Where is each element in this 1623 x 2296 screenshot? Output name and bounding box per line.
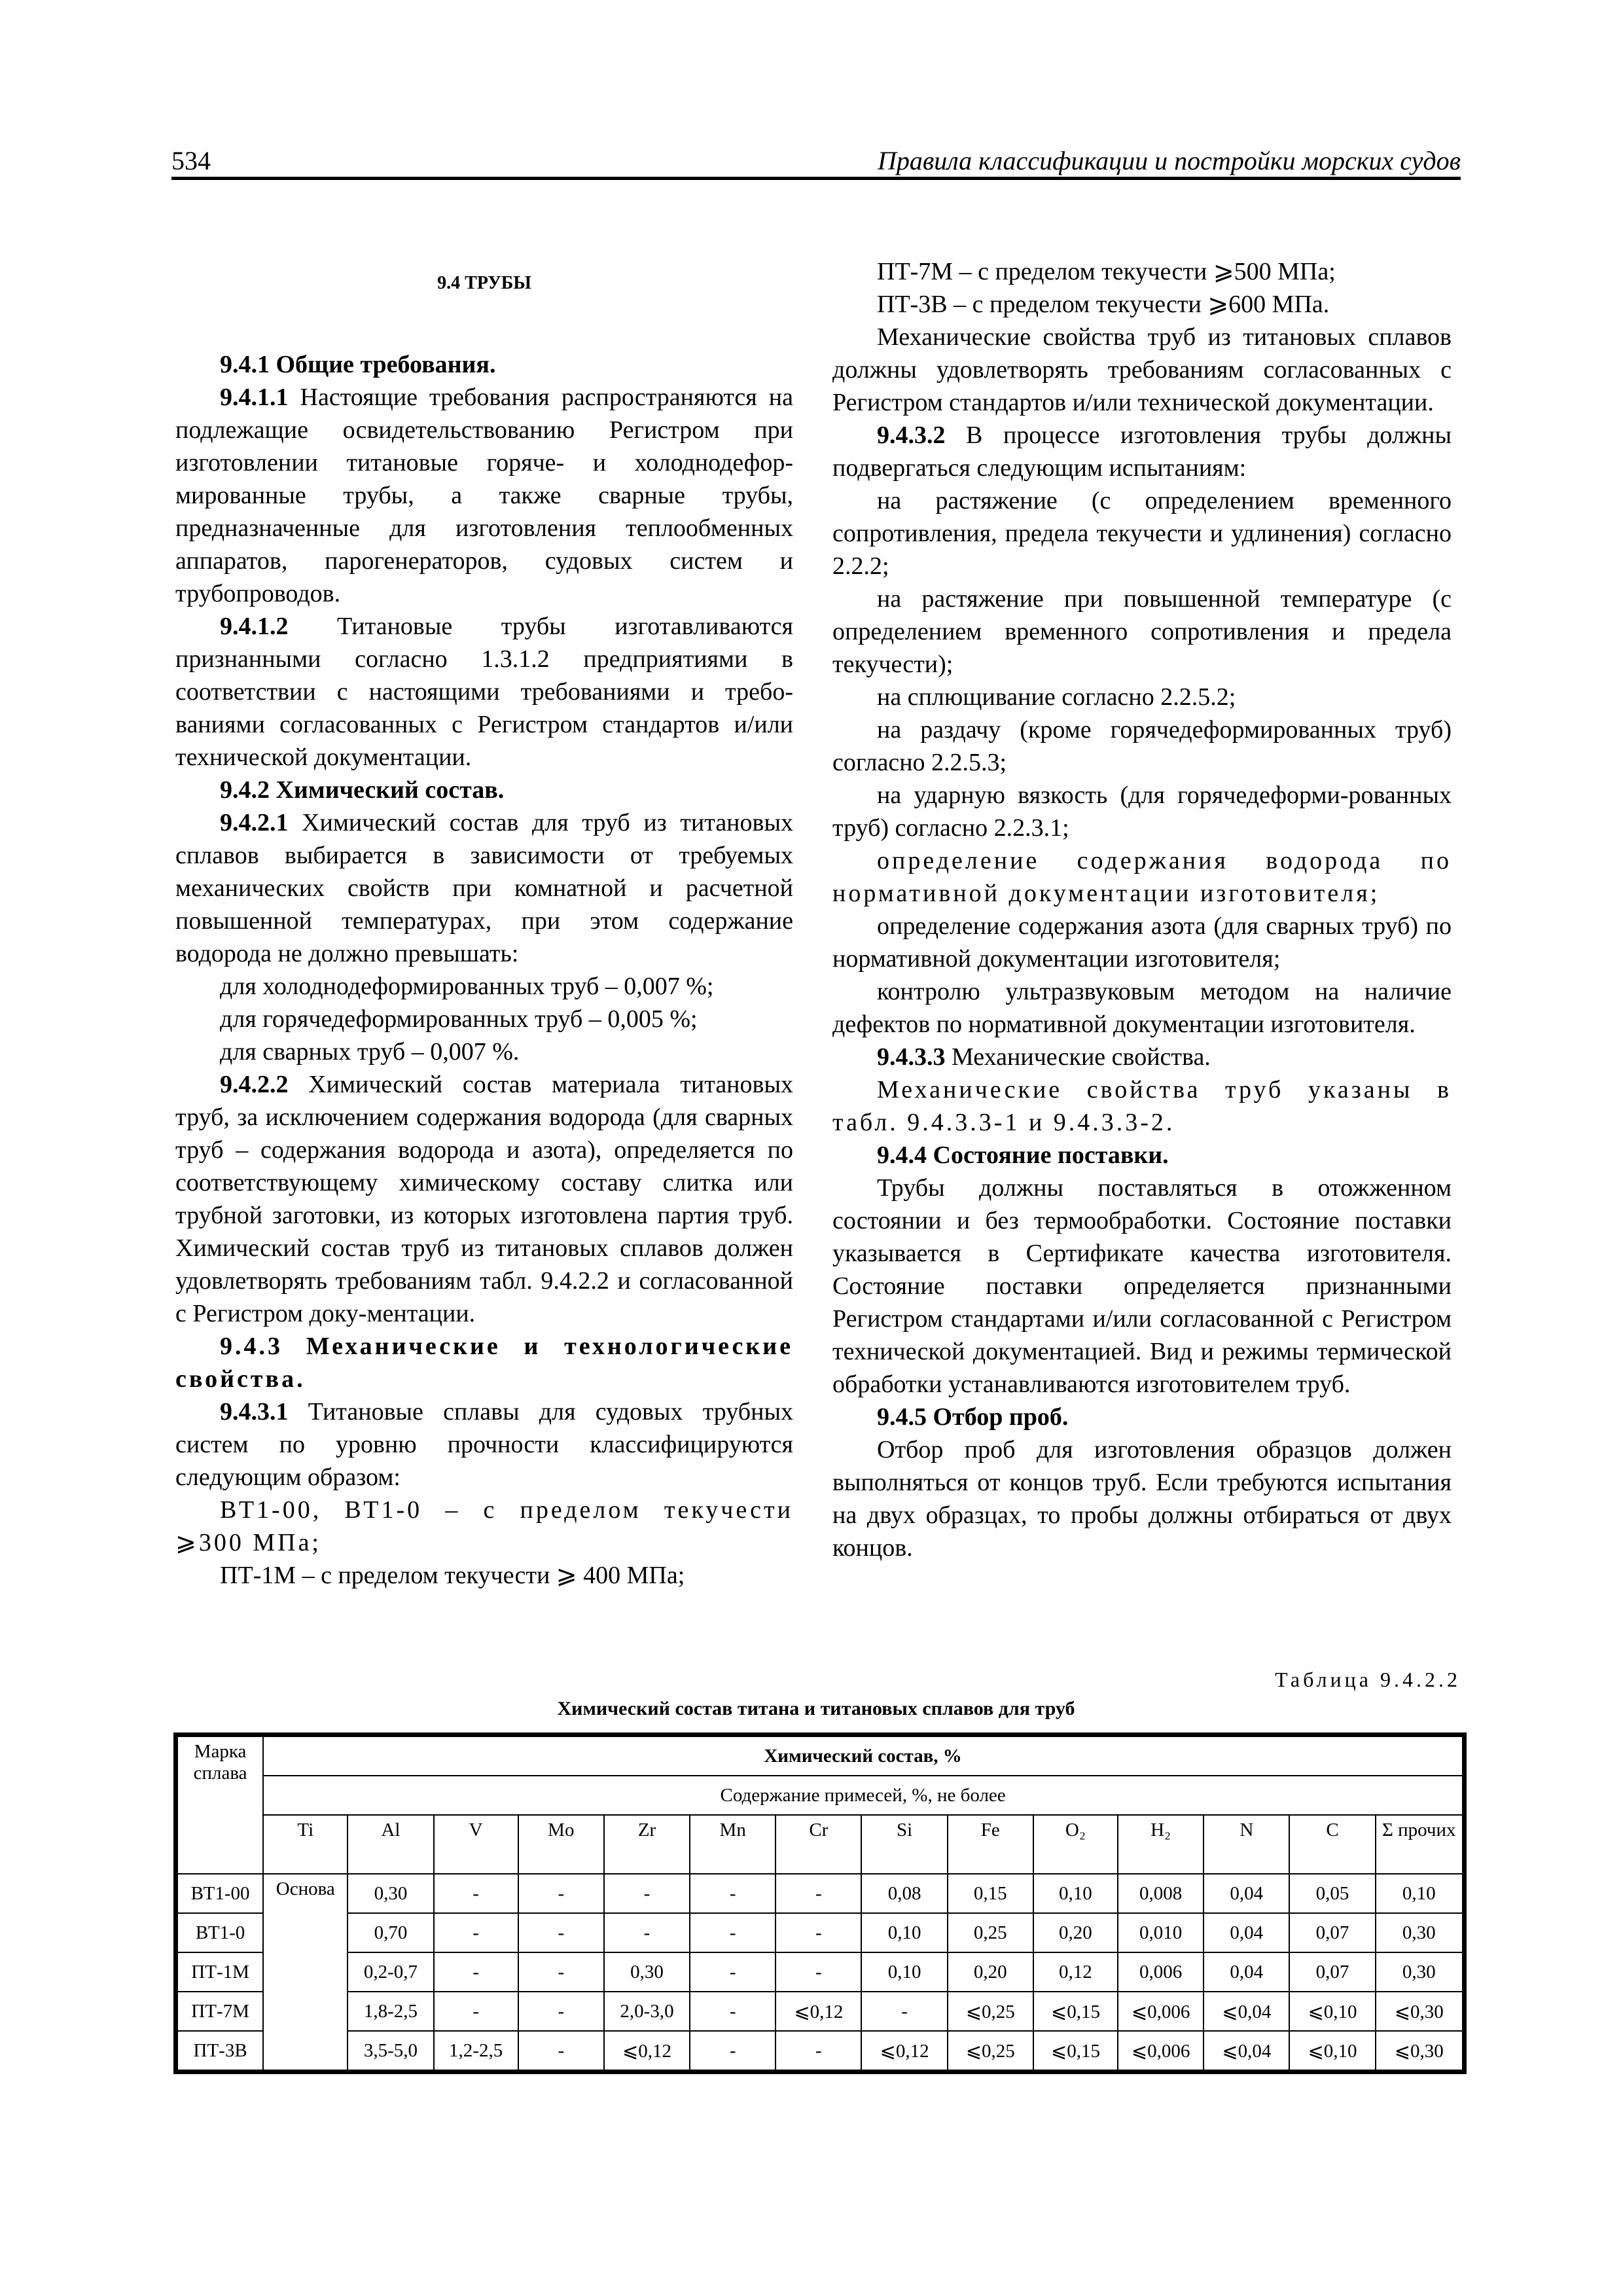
table-cell: - (776, 1874, 861, 1913)
header-chemical-composition: Химический состав, % (263, 1736, 1463, 1776)
clause-number: 9.4.2.1 (220, 809, 289, 836)
table-cell: - (518, 2031, 604, 2070)
header-rule (171, 177, 1461, 180)
element-header: Ti (263, 1815, 348, 1874)
table-cell: 0,10 (861, 1913, 947, 1952)
table-cell: 0,10 (1376, 1874, 1463, 1913)
header-impurities: Содержание примесей, %, не более (263, 1776, 1463, 1815)
paragraph-9-4-2-1 (175, 806, 793, 970)
paragraph-9-4-1-1 (175, 381, 793, 610)
table-cell: - (434, 1952, 518, 1992)
table-cell: 0,04 (1204, 1874, 1289, 1913)
table-cell: ⩽0,15 (1033, 1992, 1118, 2031)
grade-cell: ПТ-1М (177, 1952, 263, 1992)
test-item: определение содержания азота (для сварных труб) по нормативной документации изготовителя; (832, 912, 1452, 973)
paragraph-9-4-1-2 (175, 610, 793, 774)
table-cell: 1,8-2,5 (348, 1992, 433, 2031)
table-cell: ⩽0,30 (1376, 2031, 1463, 2070)
table-cell: 0,30 (348, 1874, 433, 1913)
element-header: V (434, 1815, 518, 1874)
test-item: на растяжение при повышенной температуре (с определением временного сопротивления и предела текучести); (832, 585, 1452, 678)
table-cell: - (434, 1913, 518, 1952)
table-cell: 0,20 (1033, 1913, 1118, 1952)
table-cell: 0,20 (948, 1952, 1033, 1992)
table-row (177, 1952, 1463, 1992)
table-cell: 0,30 (1376, 1952, 1463, 1992)
grade-cell: ВТ1-00 (177, 1874, 263, 1913)
grade-cell: ВТ1-0 (177, 1913, 263, 1952)
table-cell: 0,04 (1204, 1952, 1289, 1992)
paragraph-text: Химический состав материала титановых труб, за исключением содержания водорода (для сварных труб – содержания водорода и азота), определяется по соответствующему химическому составу слитка или трубной заготовки, из которых изготовлена партия труб. Химический состав труб из титановых сплавов должен удовлетворять требованиям табл. 9.4.2.2 и согласованной с Регистром доку-ментации. (175, 1071, 793, 1327)
clause-number: 9.4.1.1 (220, 384, 289, 411)
element-header: Zr (604, 1815, 690, 1874)
grade-cell: ПТ-3В (177, 2031, 263, 2070)
element-header: Fe (948, 1815, 1033, 1874)
paragraph: Механические свойства труб из титановых сплавов должны удовлетворять требованиям согласованных с Регистром стандартов и/или технической документации. (832, 323, 1452, 416)
table-cell: 0,08 (861, 1874, 947, 1913)
clause-number: 9.4.2.2 (220, 1071, 289, 1098)
paragraph-text: В процессе изготовления трубы должны подвергаться следующим испытаниям: (832, 422, 1452, 482)
element-header: Cr (776, 1815, 861, 1874)
list-item: ВТ1-00, ВТ1-0 – с пределом текучести ⩾300 МПа; (175, 1496, 793, 1556)
table-cell: 0,008 (1118, 1874, 1204, 1913)
table-cell: - (690, 2031, 776, 2070)
table-cell: - (776, 2031, 861, 2070)
table-cell: ⩽0,12 (861, 2031, 947, 2070)
table-cell: 0,12 (1033, 1952, 1118, 1992)
heading-9-4-2: 9.4.2 Химический состав. (220, 776, 505, 804)
table-cell: - (690, 1952, 776, 1992)
table-cell: ⩽0,25 (948, 1992, 1033, 2031)
table-cell: 0,10 (861, 1952, 947, 1992)
table-cell: - (518, 1913, 604, 1952)
heading-9-4-3: 9.4.3 Механические и технологические свойства. (175, 1333, 793, 1393)
table-cell: ⩽0,04 (1204, 1992, 1289, 2031)
ti-base-cell: Основа (263, 1874, 348, 2070)
test-item: на растяжение (с определением временного сопротивления, предела текучести и удлинения) согласно 2.2.2; (832, 487, 1452, 580)
table-cell: ⩽0,12 (776, 1992, 861, 2031)
test-item: на раздачу (кроме горячедеформированных труб) согласно 2.2.5.3; (832, 716, 1452, 776)
table-cell: 0,006 (1118, 1952, 1204, 1992)
paragraph-9-4-3-2 (832, 419, 1452, 484)
table-cell: 0,07 (1289, 1952, 1375, 1992)
table-cell: 0,05 (1289, 1874, 1375, 1913)
test-item: определение содержания водорода по нормативной документации изготовителя; (832, 847, 1452, 907)
test-item: контролю ультразвуковым методом на наличие дефектов по нормативной документации изготовителя. (832, 978, 1452, 1038)
clause-number: 9.4.3.2 (877, 422, 946, 449)
element-header-row (177, 1815, 1463, 1874)
test-item: на ударную вязкость (для горячедеформи-рованных труб) согласно 2.2.3.1; (832, 781, 1452, 842)
clause-number: 9.4.1.2 (220, 613, 289, 640)
table-cell: 2,0-3,0 (604, 1992, 690, 2031)
table-cell: ⩽0,006 (1118, 2031, 1204, 2070)
table-cell: 0,25 (948, 1913, 1033, 1952)
page-number: 534 (171, 146, 211, 175)
paragraph-9-4-2-2 (175, 1068, 793, 1330)
heading-9-4-5: 9.4.5 Отбор проб. (877, 1403, 1069, 1431)
table-cell: 0,04 (1204, 1913, 1289, 1952)
paragraph-text: Титановые сплавы для судовых трубных систем по уровню прочности классифицируются следующим образом: (175, 1398, 793, 1491)
list-item: для сварных труб – 0,007 %. (220, 1038, 520, 1066)
element-header: Si (861, 1815, 947, 1874)
element-header: H₂ (1118, 1815, 1204, 1874)
table-cell: 0,30 (604, 1952, 690, 1992)
table-cell: - (690, 1913, 776, 1952)
paragraph-text: Титановые трубы изготавливаются признанными согласно 1.3.1.2 предприятиями в соответствии с настоящими требованиями и требо-ваниями согласованных с Регистром стандартов и/или технической документации. (175, 613, 793, 771)
table-cell: - (604, 1913, 690, 1952)
running-title: Правила классификации и постройки морских судов (877, 146, 1461, 175)
element-header: Mn (690, 1815, 776, 1874)
list-item: ПТ-1М – с пределом текучести ⩾ 400 МПа; (220, 1562, 685, 1589)
table-cell: - (434, 1992, 518, 2031)
table-cell: 0,30 (1376, 1913, 1463, 1952)
table-label: Таблица 9.4.2.2 (1275, 1668, 1461, 1691)
element-header: Al (348, 1815, 433, 1874)
heading-9-4-4: 9.4.4 Состояние поставки. (877, 1141, 1169, 1169)
element-header: C (1289, 1815, 1375, 1874)
table-cell: 0,010 (1118, 1913, 1204, 1952)
paragraph-text: Химический состав для труб из титановых сплавов выбирается в зависимости от требуемых механических свойств при комнатной и расчетной повышенной температурах, при этом содержание водорода не должно превышать: (175, 809, 793, 967)
element-header: Σ прочих (1376, 1815, 1463, 1874)
list-item: для горячедеформированных труб – 0,005 %; (220, 1005, 698, 1033)
table-cell: - (690, 1874, 776, 1913)
right-column (832, 255, 1452, 1564)
section-title: 9.4 ТРУБЫ (437, 273, 531, 293)
clause-number: 9.4.3.3 (877, 1043, 946, 1071)
element-header: N (1204, 1815, 1289, 1874)
table-row (177, 2031, 1463, 2070)
table-cell: - (518, 1874, 604, 1913)
table-cell: 1,2-2,5 (434, 2031, 518, 2070)
paragraph-text: Настоящие требования распространяются на подлежащие освидетельствованию Регистром при изготовлении титановые горяче- и холоднодефор-мированные трубы, а также сварные трубы, предназначенные для изготовления теплообменных аппаратов, парогенераторов, судовых систем и трубопроводов. (175, 384, 793, 607)
test-item: на сплющивание согласно 2.2.5.2; (877, 683, 1236, 711)
table-cell: - (518, 1952, 604, 1992)
table-cell: ⩽0,006 (1118, 1992, 1204, 2031)
table-cell: ⩽0,30 (1376, 1992, 1463, 2031)
paragraph-9-4-3-3 (832, 1041, 1452, 1073)
table-row (177, 1992, 1463, 2031)
table-cell: - (434, 1874, 518, 1913)
chemical-composition-table (177, 1736, 1463, 2071)
paragraph: Механические свойства труб указаны в табл. 9.4.3.3-1 и 9.4.3.3-2. (832, 1076, 1452, 1136)
table-cell: 0,07 (1289, 1913, 1375, 1952)
table-cell: - (776, 1913, 861, 1952)
left-column (175, 255, 793, 1592)
table-cell: ⩽0,10 (1289, 1992, 1375, 2031)
grade-cell: ПТ-7М (177, 1992, 263, 2031)
table-cell: - (861, 1992, 947, 2031)
table-cell: - (690, 1992, 776, 2031)
table-cell: ⩽0,25 (948, 2031, 1033, 2070)
table-cell: ⩽0,15 (1033, 2031, 1118, 2070)
heading-9-4-1: 9.4.1 Общие требования. (220, 351, 496, 378)
table-title: Химический состав титана и титановых сплавов для труб (557, 1698, 1075, 1719)
table-cell: - (604, 1874, 690, 1913)
header-grade: Марка сплава (177, 1736, 263, 1874)
table-cell: - (518, 1992, 604, 2031)
list-item: ПТ-7М – с пределом текучести ⩾500 МПа; (877, 258, 1336, 285)
element-header: Mo (518, 1815, 604, 1874)
clause-number: 9.4.3.1 (220, 1398, 289, 1426)
paragraph-text: Механические свойства. (945, 1043, 1211, 1071)
table-cell: 3,5-5,0 (348, 2031, 433, 2070)
table-cell: 0,10 (1033, 1874, 1118, 1913)
paragraph: Трубы должны поставляться в отожженном состоянии и без термообработки. Состояние поставки указывается в Сертификате качества изготовителя. Состояние поставки определяется признанными Регистром стандартами и/или согласованной с Регистром технической документацией. Вид и режимы термической обработки устанавливаются изготовителем труб. (832, 1174, 1452, 1398)
list-item: ПТ-3В – с пределом текучести ⩾600 МПа. (877, 291, 1330, 318)
table-row (177, 1874, 1463, 1913)
table-cell: ⩽0,10 (1289, 2031, 1375, 2070)
table-cell: - (776, 1952, 861, 1992)
table-cell: ⩽0,04 (1204, 2031, 1289, 2070)
table-cell: 0,70 (348, 1913, 433, 1952)
table-cell: ⩽0,12 (604, 2031, 690, 2070)
paragraph-9-4-3-1 (175, 1395, 793, 1494)
table-cell: 0,15 (948, 1874, 1033, 1913)
element-header: O₂ (1033, 1815, 1118, 1874)
table-cell: 0,2-0,7 (348, 1952, 433, 1992)
paragraph: Отбор проб для изготовления образцов должен выполняться от концов труб. Если требуются испытания на двух образцах, то пробы должны отбираться от двух концов. (832, 1436, 1452, 1562)
table-row (177, 1913, 1463, 1952)
list-item: для холоднодеформированных труб – 0,007 %; (220, 973, 714, 1000)
